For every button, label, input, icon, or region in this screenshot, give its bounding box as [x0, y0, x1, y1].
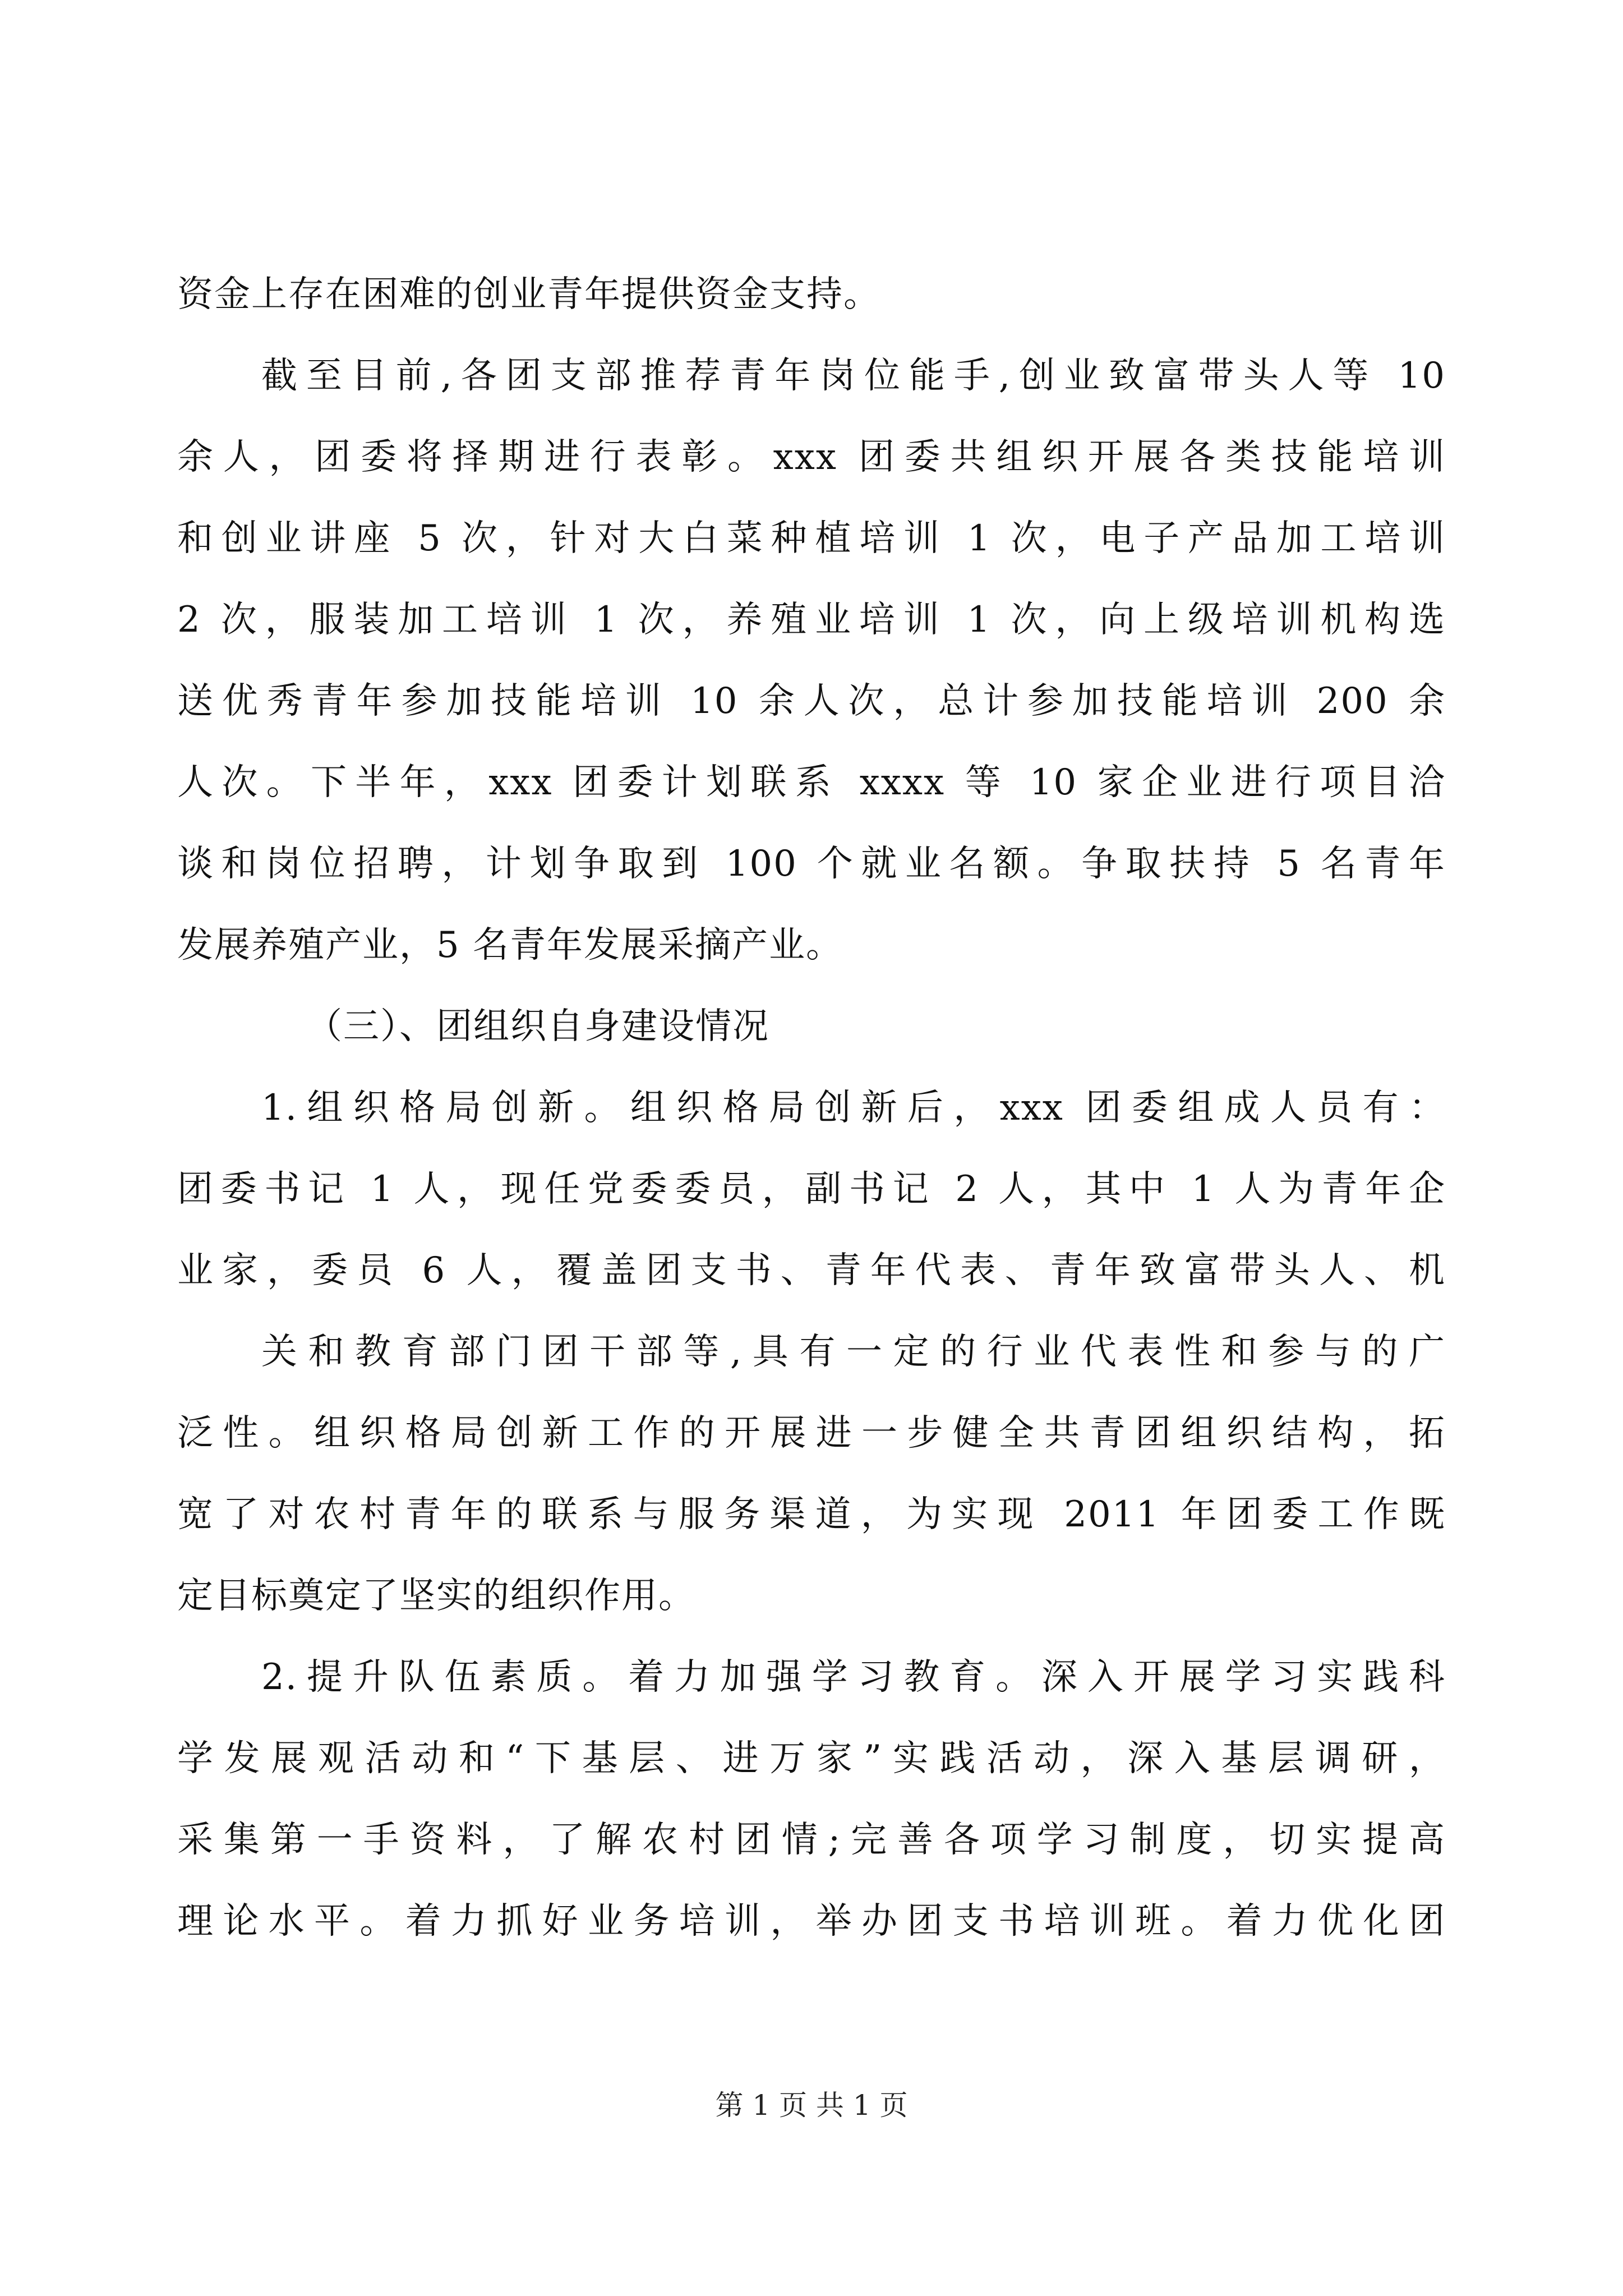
text-line: 定目标奠定了坚实的组织作用。 — [177, 1575, 695, 1617]
text-line: 人次。下半年，xxx 团委计划联系 xxxx 等 10 家企业进行项目洽 — [177, 762, 1446, 803]
text-line: 团委书记 1 人，现任党委委员，副书记 2 人，其中 1 人为青年企 — [177, 1168, 1446, 1210]
text-line: 宽了对农村青年的联系与服务渠道，为实现 2011 年团委工作既 — [177, 1494, 1446, 1535]
text-line: 2 次，服装加工培训 1 次，养殖业培训 1 次，向上级培训机构选 — [177, 599, 1446, 641]
text-line: 学发展观活动和“下基层、进万家”实践活动，深入基层调研， — [177, 1738, 1446, 1779]
text-line: 业家，委员 6 人，覆盖团支书、青年代表、青年致富带头人、机 — [177, 1250, 1446, 1291]
text-line: 理论水平。着力抓好业务培训，举办团支书培训班。着力优化团 — [177, 1901, 1446, 1942]
text-line: 资金上存在困难的创业青年提供资金支持。 — [177, 274, 880, 315]
text-line: 泛性。组织格局创新工作的开展进一步健全共青团组织结构，拓 — [177, 1412, 1446, 1454]
text-line: 2.提升队伍素质。着力加强学习教育。深入开展学习实践科 — [261, 1657, 1446, 1698]
text-line: 采集第一手资料，了解农村团情;完善各项学习制度，切实提高 — [177, 1819, 1446, 1861]
section-heading: （三）、团组织自身建设情况 — [306, 1006, 769, 1047]
text-line: 余人，团委将择期进行表彰。xxx 团委共组织开展各类技能培训 — [177, 436, 1446, 478]
page-footer: 第 1 页 共 1 页 — [715, 2089, 908, 2122]
text-line: 1.组织格局创新。组织格局创新后，xxx 团委组成人员有： — [261, 1087, 1446, 1129]
text-line: 送优秀青年参加技能培训 10 余人次，总计参加技能培训 200 余 — [177, 680, 1446, 722]
text-line: 发展养殖产业，5 名青年发展采摘产业。 — [177, 924, 843, 966]
text-line: 关和教育部门团干部等,具有一定的行业代表性和参与的广 — [261, 1331, 1446, 1373]
text-line: 和创业讲座 5 次，针对大白菜种植培训 1 次，电子产品加工培训 — [177, 518, 1446, 559]
text-line: 谈和岗位招聘，计划争取到 100 个就业名额。争取扶持 5 名青年 — [177, 843, 1446, 885]
text-line: 截至目前,各团支部推荐青年岗位能手,创业致富带头人等 10 — [261, 355, 1446, 397]
